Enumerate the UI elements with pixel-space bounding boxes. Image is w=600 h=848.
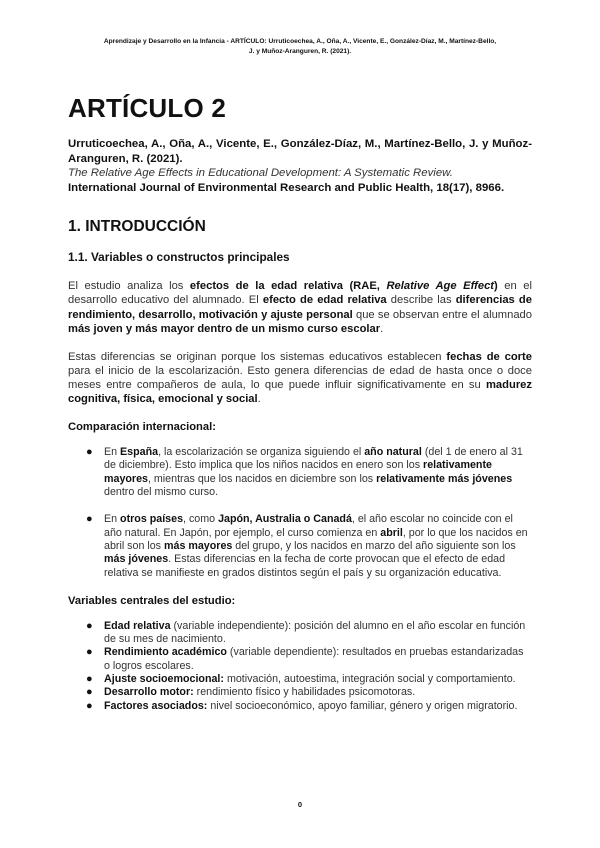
bullet-icon: ● xyxy=(86,672,93,685)
running-header xyxy=(70,37,530,56)
citation-paper-title: The Relative Age Effects in Educational Development: A Systematic Review. xyxy=(68,167,453,180)
list-item: ● Edad relativa (variable independiente): posición del alumno en el año escolar en función de su mes de nacimiento. xyxy=(86,619,526,646)
section-heading: 1. INTRODUCCIÓN xyxy=(68,218,206,236)
subsection-heading: 1.1. Variables o constructos principales xyxy=(68,250,290,265)
bullet-icon: ● xyxy=(86,686,93,699)
bullet-icon: ● xyxy=(86,446,93,459)
bullet-icon: ● xyxy=(86,699,93,712)
citation-authors: Urruticoechea, A., Oña, A., Vicente, E., González-Díaz, M., Martínez-Bello, J. y Muñoz-Aranguren, R. (2021). xyxy=(68,138,532,165)
document-body xyxy=(68,93,532,713)
variables-heading: Variables centrales del estudio: xyxy=(68,594,236,607)
intro-paragraph-1: El estudio analiza los efectos de la edad relativa (RAE, Relative Age Effect) en el desarrollo educativo del alumnado. El efecto de edad relativa describe las diferencias de rendimiento, desarrollo, motivación y ajuste personal que se observan entre el alumnado más joven y más mayor dentro de un mismo curso escolar. xyxy=(68,280,532,335)
comparison-heading: Comparación internacional: xyxy=(68,421,216,434)
bullet-icon: ● xyxy=(86,619,93,632)
running-header-line-1: Aprendizaje y Desarrollo en la Infancia - ARTÍCULO: Urruticoechea, A., Oña, A., Vicente, E., González-Díaz, M., Martínez-Bello, xyxy=(103,38,497,45)
comparison-list xyxy=(68,446,532,580)
list-item: ● Rendimiento académico (variable dependiente): resultados en pruebas estandarizadas o logros escolares. xyxy=(86,646,524,672)
citation xyxy=(68,137,532,195)
list-item: ● Factores asociados: nivel socioeconómico, apoyo familiar, género y origen migratorio. xyxy=(86,699,518,712)
list-item: ● Desarrollo motor: rendimiento físico y habilidades psicomotoras. xyxy=(86,686,416,699)
list-item: ● En otros países, como Japón, Australia o Canadá, el año escolar no coincide con el año natural. En Japón, por ejemplo, el curso comienza en abril, por lo que los nacidos en abril son los más mayores del grupo, y los nacidos en marzo del año siguiente son los más jóvenes. Estas diferencias en la fecha de corte provocan que el efecto de edad relativa se manifieste en grados distintos según el país y su organización educativa. xyxy=(86,513,528,579)
article-heading: ARTÍCULO 2 xyxy=(68,93,226,123)
bullet-icon: ● xyxy=(86,513,93,526)
list-item: ● En España, la escolarización se organiza siguiendo el año natural (del 1 de enero al 31 de diciembre). Esto implica que los niños nacidos en enero son los relativamente mayores, mientras que los nacidos en diciembre son los relativamente más jóvenes dentro del mismo curso. xyxy=(86,446,523,499)
page-number: 0 xyxy=(297,800,303,809)
variables-list xyxy=(68,620,532,713)
intro-paragraph-2: Estas diferencias se originan porque los sistemas educativos establecen fechas de corte para el inicio de la escolarización. Esto genera diferencias de edad de hasta once o doce meses entre compañeros de aula, lo que puede influir significativamente en su madurez cognitiva, física, emocional y social. xyxy=(68,350,532,406)
list-item: ● Ajuste socioemocional: motivación, autoestima, integración social y comportamiento. xyxy=(86,672,516,685)
running-header-line-2: J. y Muñoz-Aranguren, R. (2021). xyxy=(248,47,352,55)
citation-journal: International Journal of Environmental Research and Public Health, 18(17), 8966. xyxy=(68,181,505,194)
bullet-icon: ● xyxy=(86,646,93,659)
